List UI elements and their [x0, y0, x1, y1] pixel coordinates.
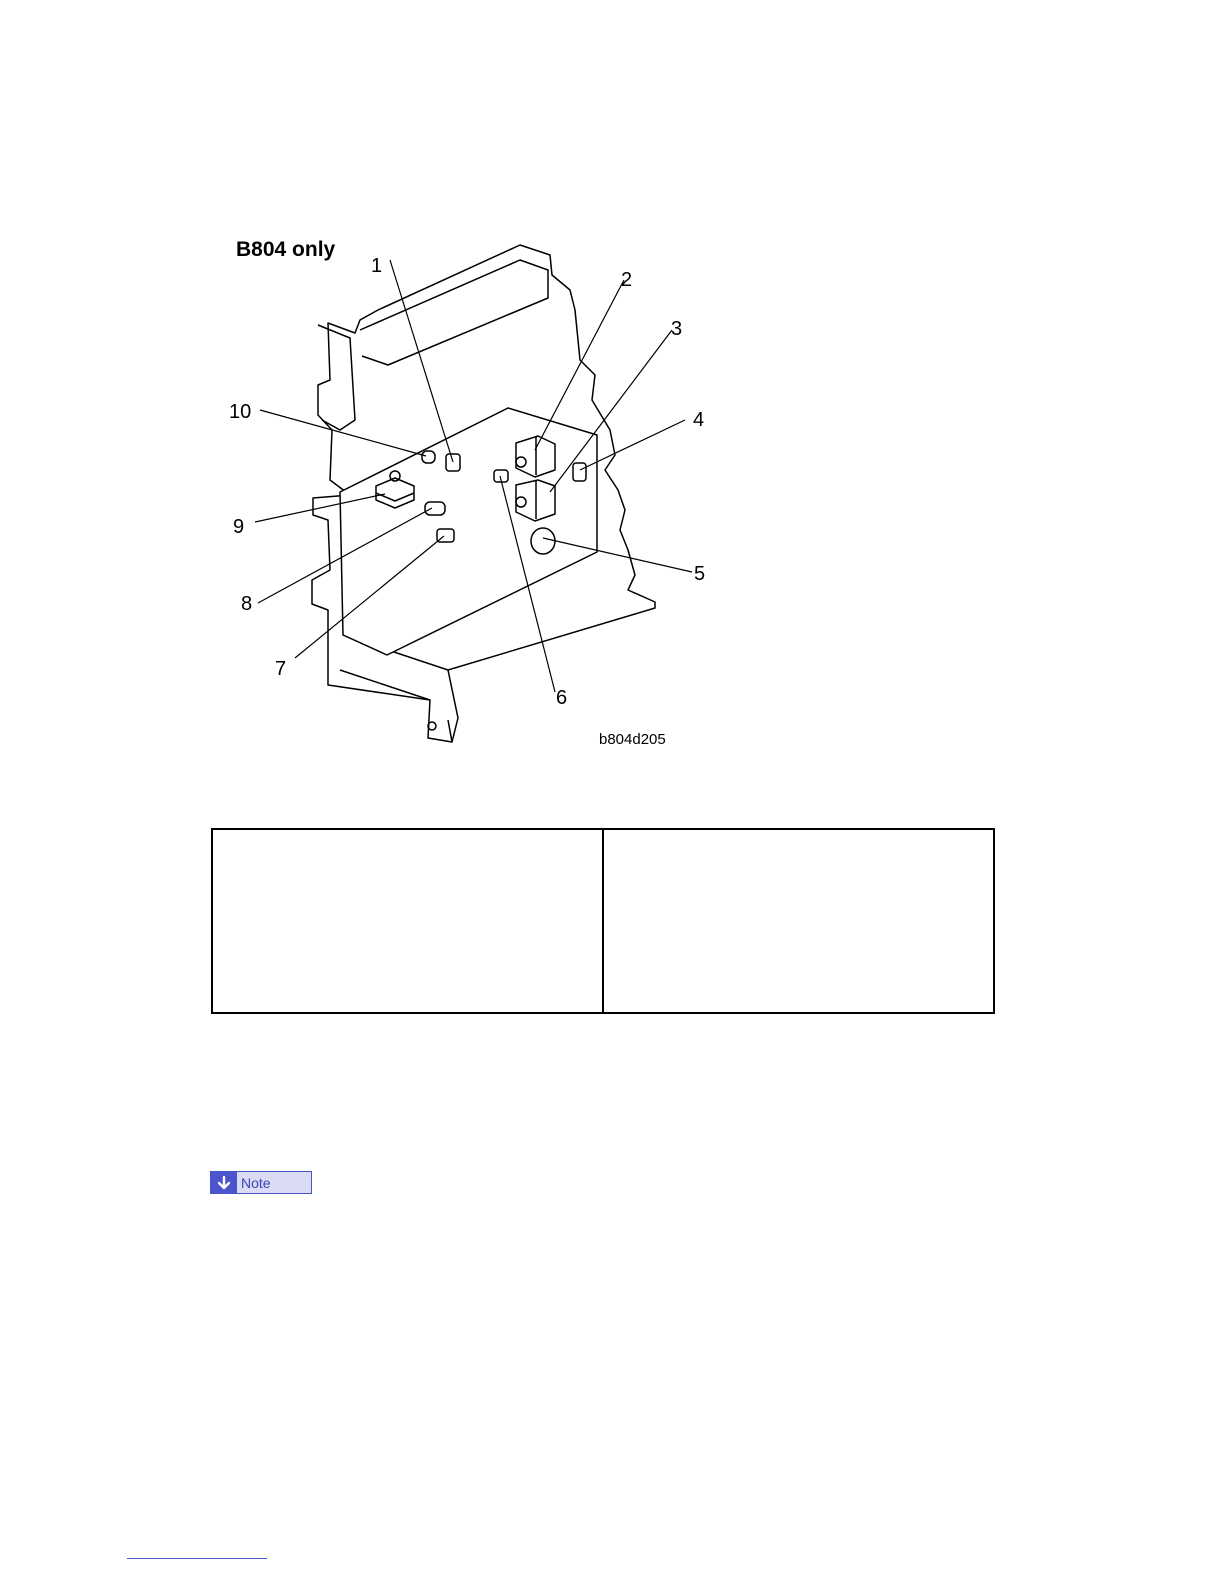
- table-row: [212, 829, 994, 1013]
- down-arrow-icon: [211, 1172, 237, 1193]
- component-diagram: [200, 230, 720, 760]
- callout-6: 6: [556, 687, 568, 709]
- figure-title: B804 only: [236, 238, 336, 261]
- board-plate: [340, 408, 597, 655]
- note-label: Note: [237, 1172, 311, 1193]
- callout-5: 5: [694, 563, 706, 585]
- callout-7: 7: [275, 658, 287, 680]
- callout-9: 9: [233, 516, 245, 538]
- parts-table: [211, 828, 995, 1014]
- callout-3: 3: [671, 318, 683, 340]
- diagram-drawing: [200, 230, 720, 760]
- callout-8: 8: [241, 593, 253, 615]
- figure-id: b804d205: [599, 731, 666, 748]
- callout-4: 4: [693, 409, 705, 431]
- note-badge: [210, 1171, 312, 1194]
- frame-side-panel: [318, 325, 355, 430]
- footer-rule: [127, 1558, 267, 1559]
- callout-1: 1: [371, 255, 383, 277]
- callout-2: 2: [621, 269, 633, 291]
- callout-10: 10: [229, 401, 252, 423]
- table-cell-right: [603, 829, 994, 1013]
- table-cell-left: [212, 829, 603, 1013]
